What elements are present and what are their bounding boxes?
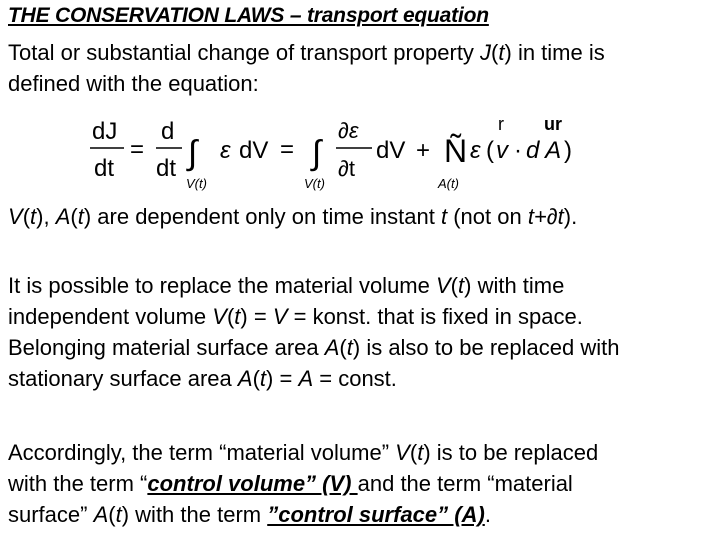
eq-lparen: ( bbox=[486, 137, 494, 164]
control-surface-term: ”control surface” (A) bbox=[267, 502, 485, 527]
slide-title: THE CONSERVATION LAWS – transport equation bbox=[8, 4, 489, 27]
integral-icon: ∫ bbox=[312, 134, 322, 172]
eq-eps-1: ε bbox=[220, 137, 231, 164]
eq-partial-t: ∂t bbox=[338, 156, 355, 181]
eq-eps-2: ε bbox=[470, 137, 481, 164]
eq-lower-limit-A: A(t) bbox=[438, 176, 459, 191]
intro-paragraph: Total or substantial change of transport property J(t) in time is defined with the equation: bbox=[8, 40, 605, 96]
eq-rparen: ) bbox=[564, 137, 572, 164]
eq-dJ: dJ bbox=[92, 118, 118, 145]
eq-d: d bbox=[161, 118, 175, 145]
eq-dA: d A bbox=[526, 137, 562, 164]
integral-icon: ∫ bbox=[188, 134, 198, 172]
eq-lower-limit-V2: V(t) bbox=[304, 176, 325, 191]
eq-ur-arrow: ur bbox=[544, 114, 562, 134]
eq-plus: + bbox=[416, 137, 431, 164]
control-volume-term: control volume” (V) bbox=[147, 471, 358, 496]
eq-dt-2: dt bbox=[156, 155, 177, 182]
dependency-paragraph: V(t), A(t) are dependent only on time instant t (not on t+∂t). bbox=[8, 204, 578, 229]
eq-dV-2: dV bbox=[376, 137, 406, 164]
eq-partial-eps: ∂ε bbox=[338, 118, 359, 143]
eq-dt-1: dt bbox=[94, 155, 115, 182]
transport-equation bbox=[86, 112, 606, 192]
eq-equals-1: = bbox=[130, 136, 145, 163]
eq-dV-1: dV bbox=[239, 137, 269, 164]
replacement-paragraph: It is possible to replace the material volume V(t) with time independent volume V(t) = V = konst. that is fixed in space. Belonging material surface area A(t) is also to be replaced with stationary surface area A(t) = A = const. bbox=[8, 273, 620, 391]
surface-integral-icon: Ñ bbox=[444, 133, 468, 169]
eq-equals-2: = bbox=[280, 136, 295, 163]
eq-lower-limit-V1: V(t) bbox=[186, 176, 207, 191]
eq-r-arrow: r bbox=[498, 114, 504, 134]
eq-v: v bbox=[496, 137, 508, 164]
conclusion-paragraph: Accordingly, the term “material volume” V(t) is to be replaced with the term “control volume” (V) and the term “material surface” A(t) with the term ”control surface” (A). bbox=[8, 440, 599, 527]
eq-cdot: · bbox=[514, 137, 522, 164]
